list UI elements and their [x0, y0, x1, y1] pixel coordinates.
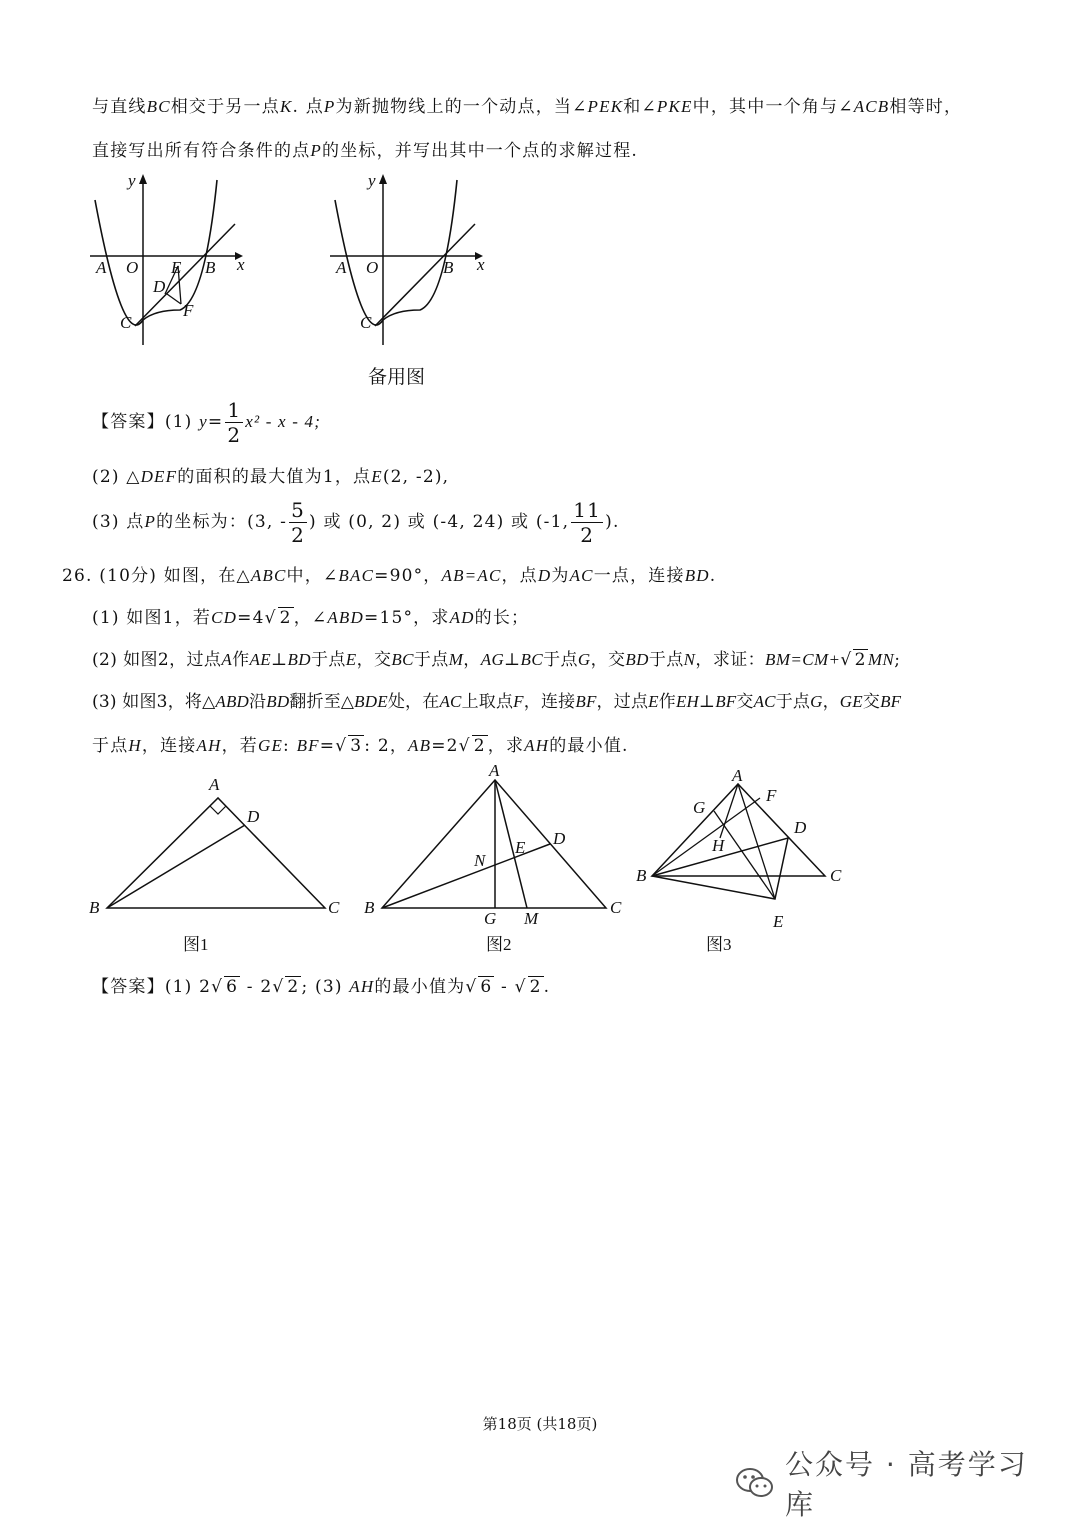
text: BD — [287, 650, 311, 669]
text: ABC — [250, 566, 287, 585]
text: 中，∠ — [286, 566, 339, 586]
text: GE — [839, 692, 863, 711]
parabola — [95, 180, 217, 325]
text: - — [494, 977, 515, 997]
text: P — [310, 141, 322, 160]
text: 于点 — [543, 650, 578, 670]
text: 2 — [291, 523, 306, 547]
text: BAC — [338, 566, 375, 585]
label-A: A — [489, 761, 500, 780]
figure-3-caption: 图3 — [706, 935, 732, 954]
text: BDE — [354, 692, 388, 711]
text: ⊥ — [699, 692, 716, 712]
text: AD — [449, 608, 475, 627]
y-axis-arrow — [139, 174, 147, 184]
text: (1) 如图1，若 — [92, 608, 212, 628]
text: 26. (10分) 如图，在△ — [62, 566, 251, 586]
segment-bd — [107, 825, 245, 908]
text: AC — [753, 692, 776, 711]
text: ). — [605, 512, 620, 532]
text: BM=CM+ — [765, 650, 841, 669]
text: BD — [266, 692, 290, 711]
fraction — [289, 500, 307, 545]
text: AH — [196, 736, 222, 755]
segment-df — [167, 294, 181, 304]
label-N: N — [474, 851, 486, 870]
text: ; (3) — [301, 977, 350, 997]
text: . — [543, 977, 551, 997]
text: MN — [867, 650, 895, 669]
wechat-icon — [735, 1466, 775, 1500]
label-F: F — [183, 301, 194, 320]
text: 相交于另一点 — [170, 97, 280, 117]
text: 的坐标，并写出其中一个点的求解过程. — [322, 141, 639, 161]
text: (2) 如图2，过点 — [92, 650, 222, 670]
text: 直接写出所有符合条件的点 — [92, 141, 311, 161]
label-B: B — [205, 258, 216, 277]
text: 【答案】 — [92, 977, 165, 997]
text: A — [221, 650, 233, 669]
text: =15°，求 — [364, 608, 450, 628]
text: P — [323, 97, 336, 116]
text: 于点 — [310, 650, 346, 670]
figure-3 — [630, 765, 860, 935]
text: ，过点 — [596, 692, 649, 712]
text: 2 — [279, 608, 292, 628]
triangle-abc — [107, 798, 325, 908]
text: 2 — [473, 736, 486, 756]
text: AC — [439, 692, 462, 711]
label-O: O — [366, 258, 379, 277]
label-C: C — [360, 313, 372, 332]
triangle-abc — [382, 780, 606, 908]
fraction — [225, 400, 243, 445]
text: BC — [146, 97, 171, 116]
text: E — [371, 467, 383, 486]
text: 6 — [226, 977, 239, 997]
text: ABD — [215, 692, 250, 711]
label-G: G — [484, 909, 497, 928]
text: . — [709, 566, 717, 586]
text: ⊥ — [271, 650, 288, 670]
text: . 点 — [292, 97, 324, 117]
label-C: C — [830, 866, 842, 885]
q26-sub3-cont: 于点H，连接AH，若GE: BF=√ 3 : 2，AB=2√ 2 ，求AH的最小值. — [92, 736, 629, 756]
label-x: x — [477, 255, 485, 274]
fraction — [571, 500, 603, 545]
text: E — [345, 650, 357, 669]
text: ， — [822, 692, 840, 712]
text: 的面积的最大值为1，点 — [177, 467, 372, 487]
right-angle-mark — [210, 806, 226, 814]
text: 于点 — [775, 692, 811, 712]
text: 的长； — [474, 608, 530, 628]
text: ; — [894, 650, 901, 670]
text: F — [513, 692, 524, 711]
text: : — [283, 736, 297, 756]
text: =2 — [431, 736, 459, 756]
text: 的最小值为 — [374, 977, 466, 997]
answer25-part3 — [92, 500, 620, 545]
text: ABD — [327, 608, 364, 627]
label-M: M — [524, 909, 539, 928]
text: 1 — [227, 398, 242, 422]
label-B: B — [443, 258, 454, 277]
text: 相等时， — [889, 97, 963, 117]
label-H: H — [712, 836, 725, 855]
text: 上取点 — [461, 692, 514, 712]
text: 翻折至△ — [289, 692, 355, 712]
label-D: D — [247, 807, 260, 826]
label-B: B — [89, 898, 100, 917]
answer25-part1 — [92, 400, 321, 445]
text: ，交 — [590, 650, 626, 670]
text: 作 — [232, 650, 250, 670]
text: 3 — [350, 736, 363, 756]
text: G — [810, 692, 823, 711]
text: : 2， — [364, 736, 409, 756]
figure-1-caption: 图1 — [183, 935, 209, 954]
text: =4 — [237, 608, 265, 628]
label-C: C — [610, 898, 622, 917]
text: M — [448, 650, 464, 669]
text: 为新抛物线上的一个动点，当∠ — [335, 97, 588, 117]
label-E: E — [171, 258, 182, 277]
text: x² - x - 4; — [245, 412, 322, 431]
text: 2 — [580, 523, 595, 547]
label-A: A — [732, 766, 743, 785]
text: BF — [715, 692, 737, 711]
intro-line-1 — [92, 92, 962, 117]
text: 于点 — [92, 736, 129, 756]
text: P — [144, 512, 157, 531]
label-A: A — [209, 775, 220, 794]
text: ACB — [853, 97, 890, 116]
text: 的最小值. — [549, 736, 629, 756]
text: N — [683, 650, 696, 669]
text: H — [128, 736, 142, 755]
text: BC — [520, 650, 544, 669]
text: BF — [880, 692, 902, 711]
intro-line-2 — [92, 136, 638, 161]
q26-sub1: (1) 如图1，若CD=4√ 2 ，∠ABD=15°，求AD的长； — [92, 608, 530, 628]
text: 2 — [287, 977, 300, 997]
text: (2, -2), — [382, 467, 450, 487]
answer25-part2 — [92, 462, 449, 487]
text: 于点 — [413, 650, 449, 670]
text: (1) — [164, 412, 200, 432]
text: ，连接 — [141, 736, 197, 756]
segment-ge — [714, 811, 775, 899]
label-E: E — [515, 838, 526, 857]
text: D — [537, 566, 552, 585]
q26-sub2: (2) 如图2，过点A作AE⊥BD于点E，交BC于点M，AG⊥BC于点G，交BD于点N，求证：BM=CM+√ 2 MN; — [92, 650, 901, 670]
text: K — [279, 97, 293, 116]
text: ，连接 — [523, 692, 576, 712]
text: 沿 — [249, 692, 267, 712]
text: (2) △ — [92, 467, 141, 487]
text: 于点 — [648, 650, 684, 670]
watermark-text: 公众号 · 高考学习库 — [785, 1448, 1028, 1521]
y-axis-arrow — [379, 174, 387, 184]
text: =90°， — [374, 566, 442, 586]
text: 中，其中一个角与∠ — [692, 97, 854, 117]
label-C: C — [120, 313, 132, 332]
text: = — [319, 736, 336, 756]
text: E — [648, 692, 659, 711]
parabola — [335, 180, 457, 325]
text: (3) 点 — [92, 512, 145, 532]
text: DEF — [140, 467, 178, 486]
parabola-graph-backup — [325, 170, 495, 355]
text: BD — [684, 566, 710, 585]
label-E: E — [773, 912, 784, 931]
text: 2 — [854, 650, 866, 670]
segment-bf — [652, 798, 760, 876]
figure-1 — [85, 772, 355, 922]
watermark — [735, 1448, 1055, 1521]
text: ，求证： — [695, 650, 766, 670]
text: ，若 — [221, 736, 258, 756]
text: 和∠ — [623, 97, 657, 117]
text: AH — [349, 977, 375, 996]
label-D: D — [153, 277, 166, 296]
label-y: y — [368, 171, 376, 190]
figure-2-caption: 图2 — [486, 935, 512, 954]
line-bc — [375, 224, 475, 326]
text: AE — [249, 650, 272, 669]
text: 6 — [480, 977, 493, 997]
text: PEK — [587, 97, 624, 116]
text: 的坐标为：(3, - — [156, 512, 288, 532]
label-D: D — [553, 829, 566, 848]
text: CD — [211, 608, 238, 627]
label-D: D — [794, 818, 807, 837]
text: ， — [463, 650, 481, 670]
text: AC — [569, 566, 594, 585]
backup-figure-caption: 备用图 — [368, 367, 426, 388]
page-footer: 第18页 (共18页) — [482, 1415, 598, 1433]
label-B: B — [636, 866, 647, 885]
text: G — [577, 650, 591, 669]
text: AG — [480, 650, 505, 669]
text: 【答案】 — [92, 412, 165, 432]
figure-2 — [360, 761, 640, 930]
label-A: A — [96, 258, 107, 277]
q26-sub3 — [92, 687, 901, 712]
text: y — [199, 412, 208, 431]
label-C: C — [328, 898, 340, 917]
label-B: B — [364, 898, 375, 917]
text: (3) 如图3，将△ — [92, 692, 216, 712]
text: (1) 2 — [164, 977, 212, 997]
text: - 2 — [240, 977, 273, 997]
text: 交 — [736, 692, 754, 712]
text: ) 或 (0, 2) 或 (-4, 24) 或 (-1, — [309, 512, 570, 532]
text: GE — [257, 736, 284, 755]
text: ，交 — [356, 650, 392, 670]
text: ，∠ — [293, 608, 328, 628]
text: PKE — [656, 97, 693, 116]
text: EH — [675, 692, 700, 711]
text: BC — [391, 650, 414, 669]
label-A: A — [336, 258, 347, 277]
segment-ah — [720, 784, 738, 838]
text: ，点 — [501, 566, 538, 586]
text: 作 — [658, 692, 676, 712]
text: BF — [296, 736, 320, 755]
text: 处，在 — [387, 692, 440, 712]
label-y: y — [128, 171, 136, 190]
text: AB — [408, 736, 432, 755]
q26-stem — [62, 561, 716, 586]
text: ，求 — [487, 736, 525, 756]
text: 2 — [529, 977, 542, 997]
answer26: 【答案】(1) 2√ 6 - 2√ 2 ; (3) AH的最小值为√ 6 - √ 2 . — [92, 977, 551, 997]
label-F: F — [766, 786, 777, 805]
text: ⊥ — [504, 650, 521, 670]
text: 一点，连接 — [593, 566, 685, 586]
parabola-graph-main — [85, 170, 255, 355]
text: 2 — [227, 423, 242, 447]
label-O: O — [126, 258, 139, 277]
text: AB=AC — [441, 566, 502, 585]
text: 为 — [551, 566, 570, 586]
text: = — [207, 412, 224, 432]
text: BF — [575, 692, 597, 711]
text: BD — [625, 650, 649, 669]
text: 交 — [862, 692, 881, 712]
text: 与直线 — [92, 97, 147, 117]
text: 11 — [573, 498, 602, 522]
text: AH — [524, 736, 550, 755]
text: 5 — [291, 498, 306, 522]
label-x: x — [237, 255, 245, 274]
label-G: G — [693, 798, 706, 817]
